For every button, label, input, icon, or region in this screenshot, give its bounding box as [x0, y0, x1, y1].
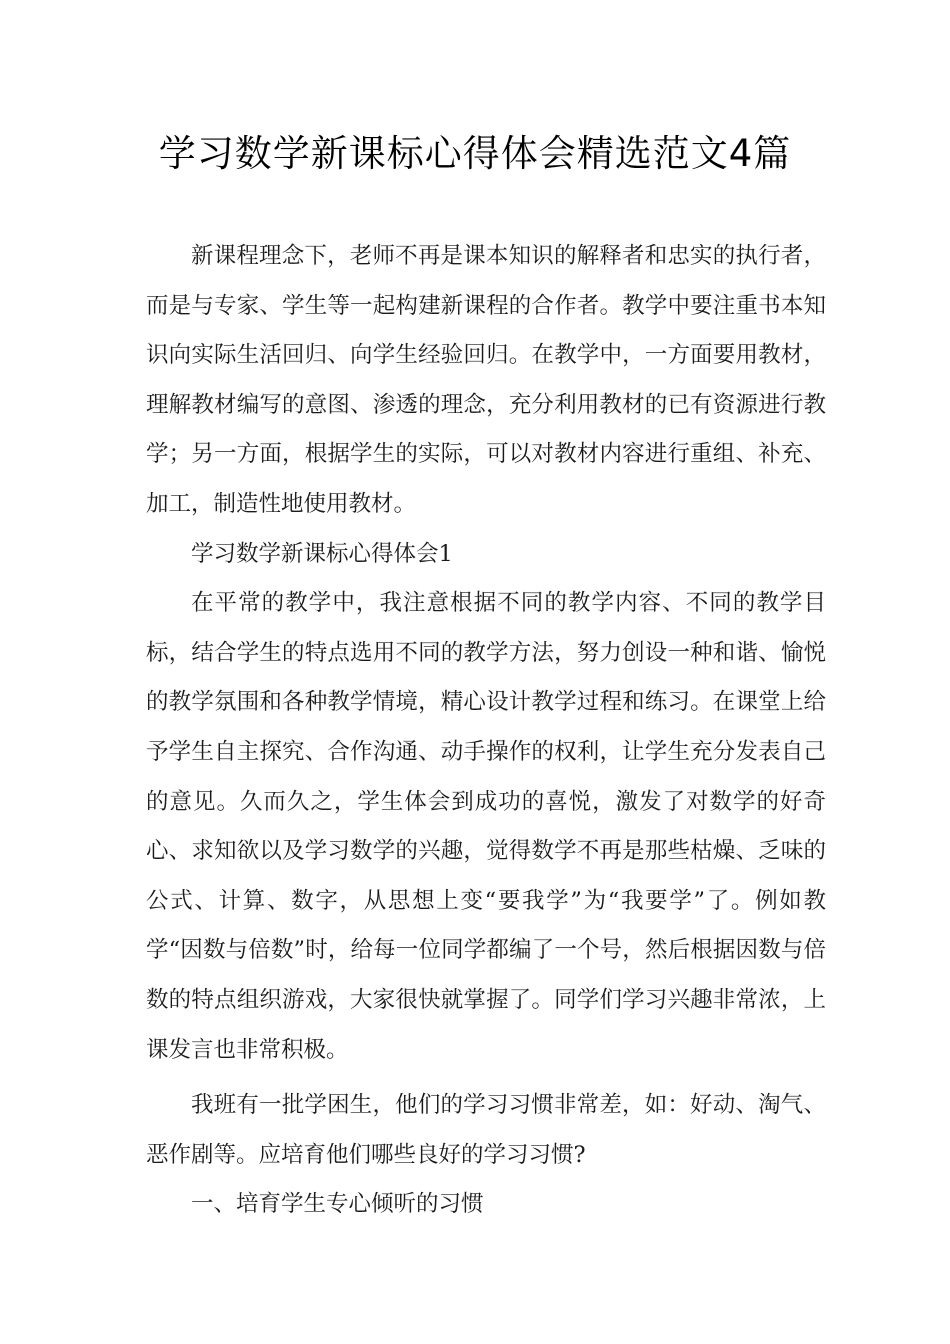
section-heading-1: 学习数学新课标心得体会1: [191, 540, 453, 567]
document-title: 学习数学新课标心得体会精选范文4篇: [158, 132, 792, 175]
body-paragraph-2: 我班有一批学困生，他们的学习习惯非常差，如：好动、淘气、恶作剧等。应培育他们哪些良好的学习习惯?: [146, 1092, 826, 1168]
document-body: [146, 232, 826, 1230]
body-paragraph-1: 在平常的教学中，我注意根据不同的教学内容、不同的教学目标，结合学生的特点选用不同的教学方法，努力创设一种和谐、愉悦的教学氛围和各种教学情境，精心设计教学过程和练习。在课堂上给予学生自主探究、合作沟通、动手操作的权利，让学生充分发表自己的意见。久而久之，学生体会到成功的喜悦，激发了对数学的好奇心、求知欲以及学习数学的兴趣，觉得数学不再是那些枯燥、乏味的公式、计算、数字，从思想上变“要我学”为“我要学”了。例如教学“因数与倍数”时，给每一位同学都编了一个号，然后根据因数与倍数的特点组织游戏，大家很快就掌握了。同学们学习兴趣非常浓，上课发言也非常积极。: [146, 590, 826, 1063]
subsection-heading-1: 一、培育学生专心倾听的习惯: [191, 1191, 484, 1218]
intro-paragraph: 新课程理念下，老师不再是课本知识的解释者和忠实的执行者，而是与专家、学生等一起构建新课程的合作者。教学中要注重书本知识向实际生活回归、向学生经验回归。在教学中，一方面要用教材，理解教材编写的意图、渗透的理念，充分利用教材的已有资源进行教学；另一方面，根据学生的实际，可以对教材内容进行重组、补充、加工，制造性地使用教材。: [146, 243, 826, 517]
